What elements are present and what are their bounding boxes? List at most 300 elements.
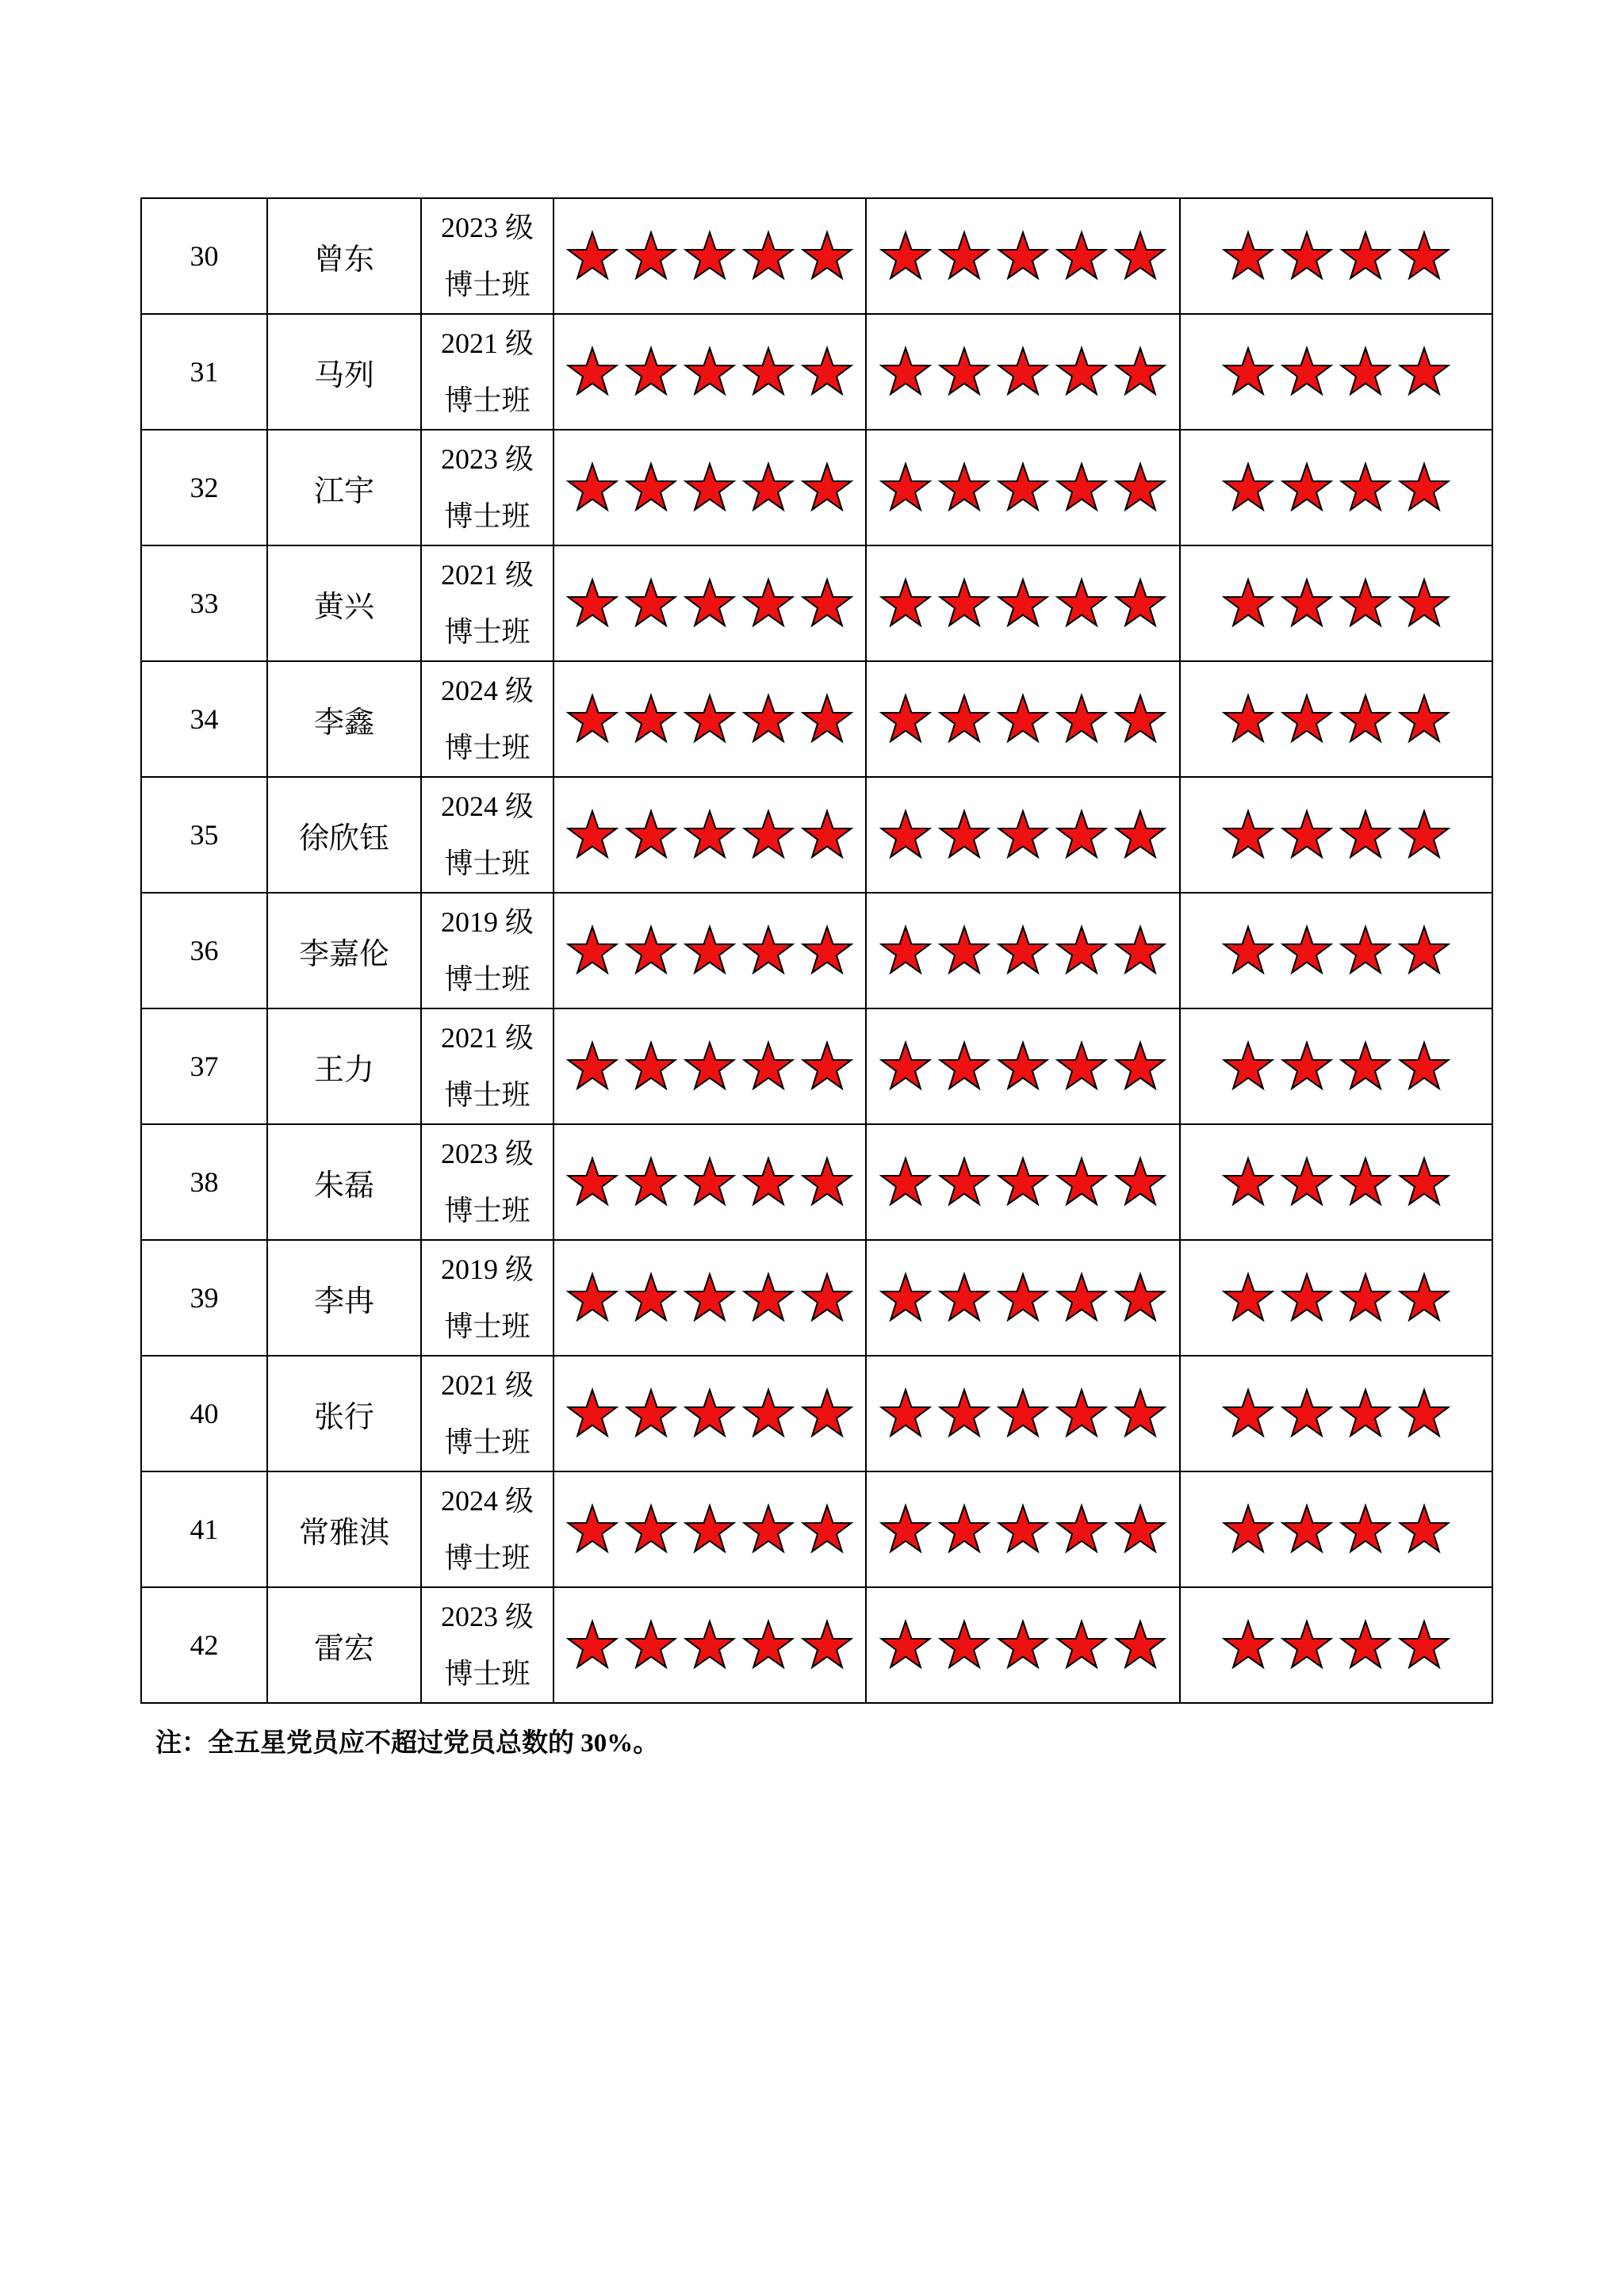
table-row (141, 1124, 1492, 1240)
red-star-icon (683, 1155, 737, 1209)
grade-class: 博士班 (444, 1079, 530, 1111)
red-star-icon (1113, 1502, 1167, 1556)
red-star-icon (1397, 924, 1451, 978)
red-star-icon (1113, 1271, 1167, 1325)
star-rating-cell (553, 1008, 866, 1124)
grade-year: 2024 级 (440, 790, 534, 822)
member-grade (421, 545, 553, 661)
star-rating (554, 1039, 865, 1093)
star-rating (554, 576, 865, 630)
star-rating (1181, 692, 1492, 746)
table-row (141, 545, 1492, 661)
red-star-icon (1055, 1618, 1109, 1672)
star-rating (1181, 924, 1492, 978)
red-star-icon (1055, 924, 1109, 978)
red-star-icon (565, 229, 619, 283)
row-number: 33 (141, 545, 267, 661)
star-rating (554, 808, 865, 862)
red-star-icon (1280, 461, 1334, 515)
red-star-icon (1113, 924, 1167, 978)
red-star-icon (1221, 1039, 1275, 1093)
grade-class: 博士班 (444, 616, 530, 648)
red-star-icon (1113, 692, 1167, 746)
star-rating (1181, 1618, 1492, 1672)
star-rating-cell (1180, 1587, 1492, 1703)
red-star-icon (683, 1271, 737, 1325)
table-body (141, 198, 1492, 1703)
red-star-icon (1397, 1618, 1451, 1672)
grade-class: 博士班 (444, 1426, 530, 1458)
red-star-icon (1113, 1155, 1167, 1209)
row-number: 37 (141, 1008, 267, 1124)
member-grade (421, 661, 553, 777)
red-star-icon (1397, 345, 1451, 399)
star-rating (554, 461, 865, 515)
member-name: 王力 (267, 1008, 421, 1124)
row-number: 34 (141, 661, 267, 777)
star-rating-cell (553, 1124, 866, 1240)
star-rating (554, 229, 865, 283)
row-number: 40 (141, 1356, 267, 1471)
star-rating (867, 345, 1179, 399)
grade-year: 2023 级 (440, 1138, 534, 1169)
grade-year: 2019 级 (440, 906, 534, 938)
red-star-icon (937, 808, 991, 862)
red-star-icon (1055, 1387, 1109, 1441)
red-star-icon (937, 692, 991, 746)
star-rating-cell (866, 661, 1180, 777)
red-star-icon (1221, 576, 1275, 630)
member-name: 李嘉伦 (267, 893, 421, 1008)
red-star-icon (624, 576, 678, 630)
member-grade (421, 777, 553, 893)
grade-year: 2021 级 (440, 1022, 534, 1054)
star-rating-cell (1180, 1124, 1492, 1240)
red-star-icon (996, 229, 1050, 283)
red-star-icon (1221, 924, 1275, 978)
red-star-icon (624, 1502, 678, 1556)
table-row (141, 893, 1492, 1008)
member-grade (421, 314, 553, 430)
red-star-icon (1113, 1387, 1167, 1441)
red-star-icon (741, 1502, 795, 1556)
red-star-icon (1280, 229, 1334, 283)
member-grade (421, 1356, 553, 1471)
star-rating (554, 1387, 865, 1441)
star-rating (554, 924, 865, 978)
red-star-icon (565, 808, 619, 862)
member-grade (421, 1124, 553, 1240)
red-star-icon (1280, 345, 1334, 399)
red-star-icon (683, 229, 737, 283)
red-star-icon (1055, 576, 1109, 630)
red-star-icon (624, 229, 678, 283)
table-row (141, 1240, 1492, 1356)
row-number: 41 (141, 1471, 267, 1587)
star-rating-cell (553, 1471, 866, 1587)
table-row (141, 1356, 1492, 1471)
red-star-icon (1339, 924, 1392, 978)
star-rating-cell (553, 893, 866, 1008)
red-star-icon (741, 692, 795, 746)
red-star-icon (1397, 576, 1451, 630)
member-name: 黄兴 (267, 545, 421, 661)
red-star-icon (996, 1155, 1050, 1209)
member-name: 江宇 (267, 430, 421, 545)
table-row (141, 777, 1492, 893)
star-rating-cell (866, 430, 1180, 545)
red-star-icon (1221, 461, 1275, 515)
red-star-icon (741, 808, 795, 862)
red-star-icon (1221, 1618, 1275, 1672)
red-star-icon (741, 345, 795, 399)
red-star-icon (624, 1155, 678, 1209)
member-name: 李鑫 (267, 661, 421, 777)
star-rating (554, 692, 865, 746)
red-star-icon (879, 1502, 933, 1556)
red-star-icon (565, 1155, 619, 1209)
star-rating-cell (553, 430, 866, 545)
star-rating-cell (1180, 777, 1492, 893)
red-star-icon (800, 808, 854, 862)
star-rating (1181, 1155, 1492, 1209)
star-rating-cell (866, 198, 1180, 314)
grade-class: 博士班 (444, 1195, 530, 1226)
red-star-icon (1280, 576, 1334, 630)
red-star-icon (1397, 229, 1451, 283)
red-star-icon (879, 1618, 933, 1672)
star-rating-cell (1180, 1471, 1492, 1587)
red-star-icon (1397, 1502, 1451, 1556)
red-star-icon (683, 808, 737, 862)
red-star-icon (1339, 692, 1392, 746)
red-star-icon (879, 576, 933, 630)
red-star-icon (1055, 1502, 1109, 1556)
red-star-icon (937, 1618, 991, 1672)
table-row (141, 430, 1492, 545)
star-rating-cell (553, 545, 866, 661)
star-rating-cell (553, 314, 866, 430)
red-star-icon (879, 1155, 933, 1209)
star-rating-cell (1180, 198, 1492, 314)
star-rating-cell (553, 661, 866, 777)
red-star-icon (1113, 461, 1167, 515)
grade-class: 博士班 (444, 848, 530, 879)
red-star-icon (741, 924, 795, 978)
red-star-icon (1221, 692, 1275, 746)
red-star-icon (1339, 576, 1392, 630)
star-rating (1181, 1271, 1492, 1325)
red-star-icon (1055, 1155, 1109, 1209)
red-star-icon (1221, 1387, 1275, 1441)
star-rating (554, 1155, 865, 1209)
red-star-icon (624, 808, 678, 862)
red-star-icon (1339, 345, 1392, 399)
grade-class: 博士班 (444, 732, 530, 763)
red-star-icon (683, 924, 737, 978)
red-star-icon (879, 345, 933, 399)
member-name: 张行 (267, 1356, 421, 1471)
member-grade (421, 1240, 553, 1356)
red-star-icon (800, 1502, 854, 1556)
red-star-icon (1339, 1271, 1392, 1325)
star-rating-cell (866, 1240, 1180, 1356)
star-rating (867, 576, 1179, 630)
star-rating (554, 1271, 865, 1325)
red-star-icon (1397, 1387, 1451, 1441)
member-name: 马列 (267, 314, 421, 430)
red-star-icon (741, 1618, 795, 1672)
red-star-icon (800, 924, 854, 978)
grade-year: 2021 级 (440, 1369, 534, 1401)
star-rating-cell (1180, 1008, 1492, 1124)
red-star-icon (1280, 808, 1334, 862)
star-rating-cell (1180, 545, 1492, 661)
red-star-icon (1280, 1618, 1334, 1672)
red-star-icon (937, 345, 991, 399)
red-star-icon (1339, 1155, 1392, 1209)
red-star-icon (741, 576, 795, 630)
red-star-icon (683, 1039, 737, 1093)
star-rating (1181, 229, 1492, 283)
red-star-icon (1055, 461, 1109, 515)
star-rating (867, 1155, 1179, 1209)
red-star-icon (1221, 1271, 1275, 1325)
table-row (141, 1587, 1492, 1703)
row-number: 38 (141, 1124, 267, 1240)
red-star-icon (800, 229, 854, 283)
red-star-icon (624, 924, 678, 978)
star-rating (1181, 1039, 1492, 1093)
red-star-icon (800, 1155, 854, 1209)
star-rating (867, 1387, 1179, 1441)
star-rating-cell (866, 777, 1180, 893)
member-rating-table (140, 197, 1493, 1704)
red-star-icon (741, 1155, 795, 1209)
red-star-icon (1055, 1271, 1109, 1325)
star-rating (554, 345, 865, 399)
red-star-icon (800, 576, 854, 630)
red-star-icon (1055, 345, 1109, 399)
star-rating (867, 808, 1179, 862)
red-star-icon (800, 1387, 854, 1441)
star-rating-cell (866, 893, 1180, 1008)
red-star-icon (800, 1618, 854, 1672)
red-star-icon (624, 461, 678, 515)
star-rating-cell (1180, 1240, 1492, 1356)
red-star-icon (937, 1502, 991, 1556)
grade-year: 2019 级 (440, 1253, 534, 1285)
red-star-icon (565, 692, 619, 746)
star-rating (867, 1502, 1179, 1556)
row-number: 32 (141, 430, 267, 545)
star-rating (1181, 808, 1492, 862)
red-star-icon (996, 1618, 1050, 1672)
red-star-icon (624, 1618, 678, 1672)
footnote: 注：全五星党员应不超过党员总数的 30%。 (155, 1729, 660, 1758)
grade-year: 2021 级 (440, 559, 534, 591)
red-star-icon (683, 692, 737, 746)
grade-class: 博士班 (444, 963, 530, 995)
red-star-icon (1055, 229, 1109, 283)
star-rating (554, 1618, 865, 1672)
grade-class: 博士班 (444, 269, 530, 300)
red-star-icon (996, 1502, 1050, 1556)
red-star-icon (565, 1618, 619, 1672)
member-name: 朱磊 (267, 1124, 421, 1240)
red-star-icon (683, 1502, 737, 1556)
red-star-icon (879, 1387, 933, 1441)
table-row (141, 1471, 1492, 1587)
grade-year: 2021 级 (440, 327, 534, 359)
red-star-icon (565, 1387, 619, 1441)
red-star-icon (1397, 1155, 1451, 1209)
star-rating-cell (866, 1356, 1180, 1471)
red-star-icon (565, 576, 619, 630)
red-star-icon (565, 461, 619, 515)
red-star-icon (1397, 1271, 1451, 1325)
red-star-icon (1113, 1039, 1167, 1093)
red-star-icon (1280, 924, 1334, 978)
red-star-icon (937, 924, 991, 978)
star-rating-cell (553, 1356, 866, 1471)
red-star-icon (565, 924, 619, 978)
red-star-icon (683, 576, 737, 630)
member-name: 雷宏 (267, 1587, 421, 1703)
star-rating-cell (866, 1124, 1180, 1240)
red-star-icon (1221, 345, 1275, 399)
red-star-icon (879, 1039, 933, 1093)
row-number: 36 (141, 893, 267, 1008)
table-row (141, 314, 1492, 430)
row-number: 30 (141, 198, 267, 314)
red-star-icon (624, 692, 678, 746)
red-star-icon (996, 461, 1050, 515)
red-star-icon (937, 1155, 991, 1209)
star-rating (867, 924, 1179, 978)
red-star-icon (879, 808, 933, 862)
table-row (141, 1008, 1492, 1124)
star-rating-cell (866, 1587, 1180, 1703)
member-grade (421, 1008, 553, 1124)
red-star-icon (1280, 1039, 1334, 1093)
star-rating (554, 1502, 865, 1556)
red-star-icon (879, 229, 933, 283)
red-star-icon (1339, 808, 1392, 862)
red-star-icon (1113, 576, 1167, 630)
red-star-icon (1221, 808, 1275, 862)
red-star-icon (624, 345, 678, 399)
red-star-icon (741, 1039, 795, 1093)
grade-year: 2024 级 (440, 1485, 534, 1517)
red-star-icon (1280, 1387, 1334, 1441)
red-star-icon (565, 1271, 619, 1325)
red-star-icon (937, 1039, 991, 1093)
red-star-icon (1055, 808, 1109, 862)
red-star-icon (879, 461, 933, 515)
red-star-icon (879, 1271, 933, 1325)
star-rating (867, 692, 1179, 746)
star-rating (867, 1271, 1179, 1325)
row-number: 42 (141, 1587, 267, 1703)
member-grade (421, 893, 553, 1008)
star-rating (1181, 1387, 1492, 1441)
red-star-icon (565, 1502, 619, 1556)
red-star-icon (800, 692, 854, 746)
red-star-icon (1397, 808, 1451, 862)
red-star-icon (1113, 1618, 1167, 1672)
red-star-icon (1397, 461, 1451, 515)
red-star-icon (1221, 229, 1275, 283)
red-star-icon (624, 1387, 678, 1441)
red-star-icon (800, 461, 854, 515)
star-rating-cell (866, 545, 1180, 661)
red-star-icon (565, 1039, 619, 1093)
red-star-icon (996, 576, 1050, 630)
red-star-icon (1339, 1502, 1392, 1556)
red-star-icon (741, 229, 795, 283)
star-rating (867, 1618, 1179, 1672)
member-grade (421, 1471, 553, 1587)
red-star-icon (1280, 1155, 1334, 1209)
red-star-icon (1397, 1039, 1451, 1093)
star-rating-cell (553, 1587, 866, 1703)
red-star-icon (800, 1039, 854, 1093)
red-star-icon (996, 345, 1050, 399)
red-star-icon (879, 924, 933, 978)
red-star-icon (624, 1271, 678, 1325)
member-grade (421, 1587, 553, 1703)
red-star-icon (683, 1618, 737, 1672)
red-star-icon (624, 1039, 678, 1093)
member-name: 曾东 (267, 198, 421, 314)
red-star-icon (1339, 461, 1392, 515)
star-rating (1181, 345, 1492, 399)
red-star-icon (1339, 1039, 1392, 1093)
star-rating (867, 1039, 1179, 1093)
member-name: 李冉 (267, 1240, 421, 1356)
star-rating-cell (553, 1240, 866, 1356)
star-rating (1181, 576, 1492, 630)
red-star-icon (1055, 692, 1109, 746)
red-star-icon (1221, 1155, 1275, 1209)
grade-class: 博士班 (444, 1658, 530, 1689)
member-grade (421, 430, 553, 545)
red-star-icon (1397, 692, 1451, 746)
star-rating (867, 229, 1179, 283)
red-star-icon (1339, 1618, 1392, 1672)
red-star-icon (741, 1271, 795, 1325)
star-rating (1181, 1502, 1492, 1556)
red-star-icon (1113, 345, 1167, 399)
star-rating (1181, 461, 1492, 515)
red-star-icon (1113, 229, 1167, 283)
red-star-icon (996, 1039, 1050, 1093)
red-star-icon (937, 576, 991, 630)
grade-class: 博士班 (444, 1311, 530, 1342)
red-star-icon (1055, 1039, 1109, 1093)
grade-year: 2023 级 (440, 1601, 534, 1632)
star-rating-cell (866, 1008, 1180, 1124)
row-number: 31 (141, 314, 267, 430)
red-star-icon (879, 692, 933, 746)
red-star-icon (1339, 229, 1392, 283)
star-rating-cell (1180, 661, 1492, 777)
red-star-icon (1280, 1502, 1334, 1556)
red-star-icon (741, 1387, 795, 1441)
star-rating-cell (553, 777, 866, 893)
red-star-icon (683, 1387, 737, 1441)
